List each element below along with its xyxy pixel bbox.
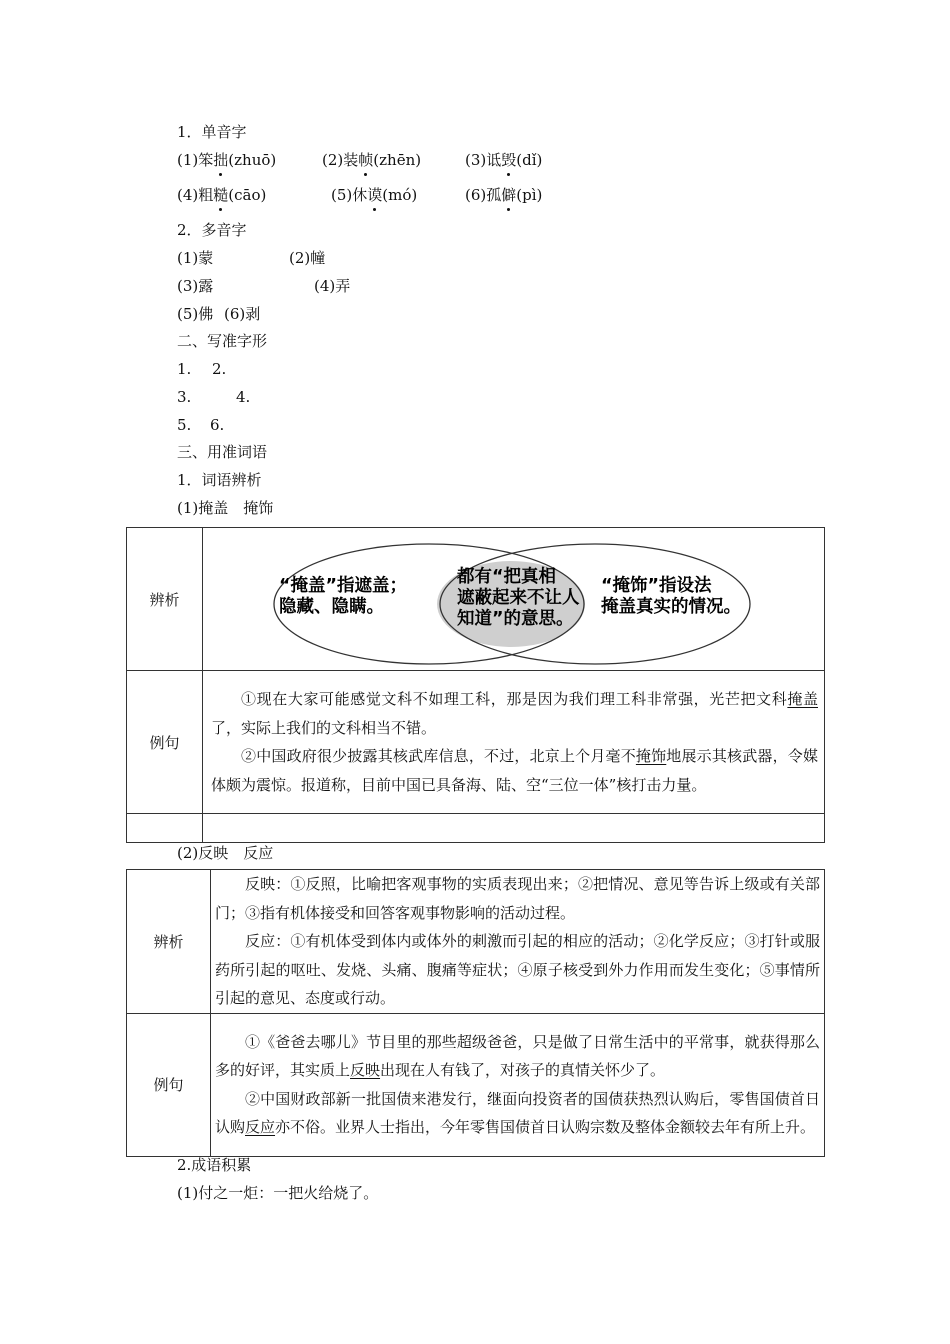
single-sound-item-4: (4)粗糙(cāo)	[177, 186, 267, 204]
write-num-2: 2.	[212, 360, 227, 378]
write-num-3: 3.	[177, 388, 192, 406]
venn-right-line-1: “掩饰”指设法	[601, 575, 712, 596]
venn-right-line-2: 掩盖真实的情况。	[601, 596, 741, 617]
poly-item-3: (3)露	[177, 277, 214, 295]
label-example-2: 例句	[127, 1013, 211, 1156]
table-pair1	[126, 527, 825, 843]
single-sound-item-2: (2)装帧(zhēn)	[322, 151, 422, 169]
poly-item-1: (1)蒙	[177, 249, 214, 267]
single-sound-item-6: (6)孤僻(pì)	[465, 186, 543, 204]
write-num-5: 5.	[177, 416, 192, 434]
analysis-fanying-reflect: 反映：①反照，比喻把客观事物的实质表现出来；②把情况、意见等告诉上级或有关部门；③指有机体接受和回答客观事物影响的活动过程。	[215, 875, 820, 922]
label-analysis-1: 辨析	[127, 528, 203, 671]
table-pair2	[126, 869, 825, 1157]
item-1: (1)笨拙(zhuō)	[177, 151, 277, 169]
empty-cell-left	[127, 814, 203, 843]
example-cell-2	[211, 1013, 825, 1156]
empty-cell-right	[203, 814, 825, 843]
venn-mid-line-1: 都有“把真相	[457, 566, 557, 587]
poly-item-2: (2)幢	[289, 249, 326, 267]
label-example-1: 例句	[127, 671, 203, 814]
example2-sentence-1: ①《爸爸去哪儿》节目里的那些超级爸爸，只是做了日常生活中的平常事，就获得那么多的好评，其实质上反映出现在人有钱了，对孩子的真情关怀少了。	[215, 1032, 820, 1079]
example1-sentence-1: ①现在大家可能感觉文科不如理工科，那是因为我们理工科非常强，光芒把文科掩盖了，实际上我们的文科相当不错。	[211, 690, 818, 737]
write-num-4: 4.	[236, 388, 251, 406]
write-num-1: 1.	[177, 360, 192, 378]
heading-polyphone: 2．多音字	[177, 221, 247, 239]
single-sound-item-3: (3)诋毁(dǐ)	[465, 151, 543, 169]
heading-use-words: 三、用准词语	[177, 443, 268, 461]
venn-cell	[203, 528, 825, 671]
venn-diagram	[203, 529, 823, 670]
heading-write-chars: 二、写准字形	[177, 332, 268, 350]
poly-item-6: (6)剥	[224, 305, 261, 323]
example1-sentence-2: ②中国政府很少披露其核武库信息，不过，北京上个月毫不掩饰地展示其核武器，令媒体颇为震惊。报道称，目前中国已具备海、陆、空“三位一体”核打击力量。	[211, 747, 818, 794]
subheading-word-analysis: 1．词语辨析	[177, 471, 262, 489]
pair1-title: (1)掩盖 掩饰	[177, 499, 274, 517]
single-sound-item-5: (5)休谟(mó)	[331, 186, 418, 204]
example2-sentence-2: ②中国财政部新一批国债来港发行，继面向投资者的国债获热烈认购后，零售国债首日认购反应亦不俗。业界人士指出，今年零售国债首日认购宗数及整体金额较去年有所上升。	[215, 1089, 820, 1136]
single-sound-row-1	[177, 150, 276, 170]
subheading-idioms: 2.成语积累	[177, 1156, 252, 1174]
label-analysis-2: 辨析	[127, 870, 211, 1014]
idiom-1: (1)付之一炬：一把火给烧了。	[177, 1184, 379, 1202]
analysis-cell-2	[211, 870, 825, 1014]
poly-item-4: (4)弄	[314, 277, 351, 295]
heading-single-sound: 1．单音字	[177, 123, 247, 141]
example-cell-1	[203, 671, 825, 814]
pair2-title: (2)反映 反应	[177, 844, 274, 862]
venn-mid-line-2: 遮蔽起来不让人	[457, 587, 580, 608]
write-num-6: 6.	[210, 416, 225, 434]
venn-left-line-1: “掩盖”指遮盖；	[279, 575, 408, 596]
venn-mid-line-3: 知道”的意思。	[457, 608, 574, 629]
analysis-fanying-react: 反应：①有机体受到体内或体外的刺激而引起的相应的活动；②化学反应；③打针或服药所引起的呕吐、发烧、头痛、腹痛等症状；④原子核受到外力作用而发生变化；⑤事情所引起的意见、态度或行动。	[215, 932, 820, 1007]
venn-left-line-2: 隐藏、隐瞒。	[279, 596, 384, 617]
poly-item-5: (5)佛	[177, 305, 214, 323]
